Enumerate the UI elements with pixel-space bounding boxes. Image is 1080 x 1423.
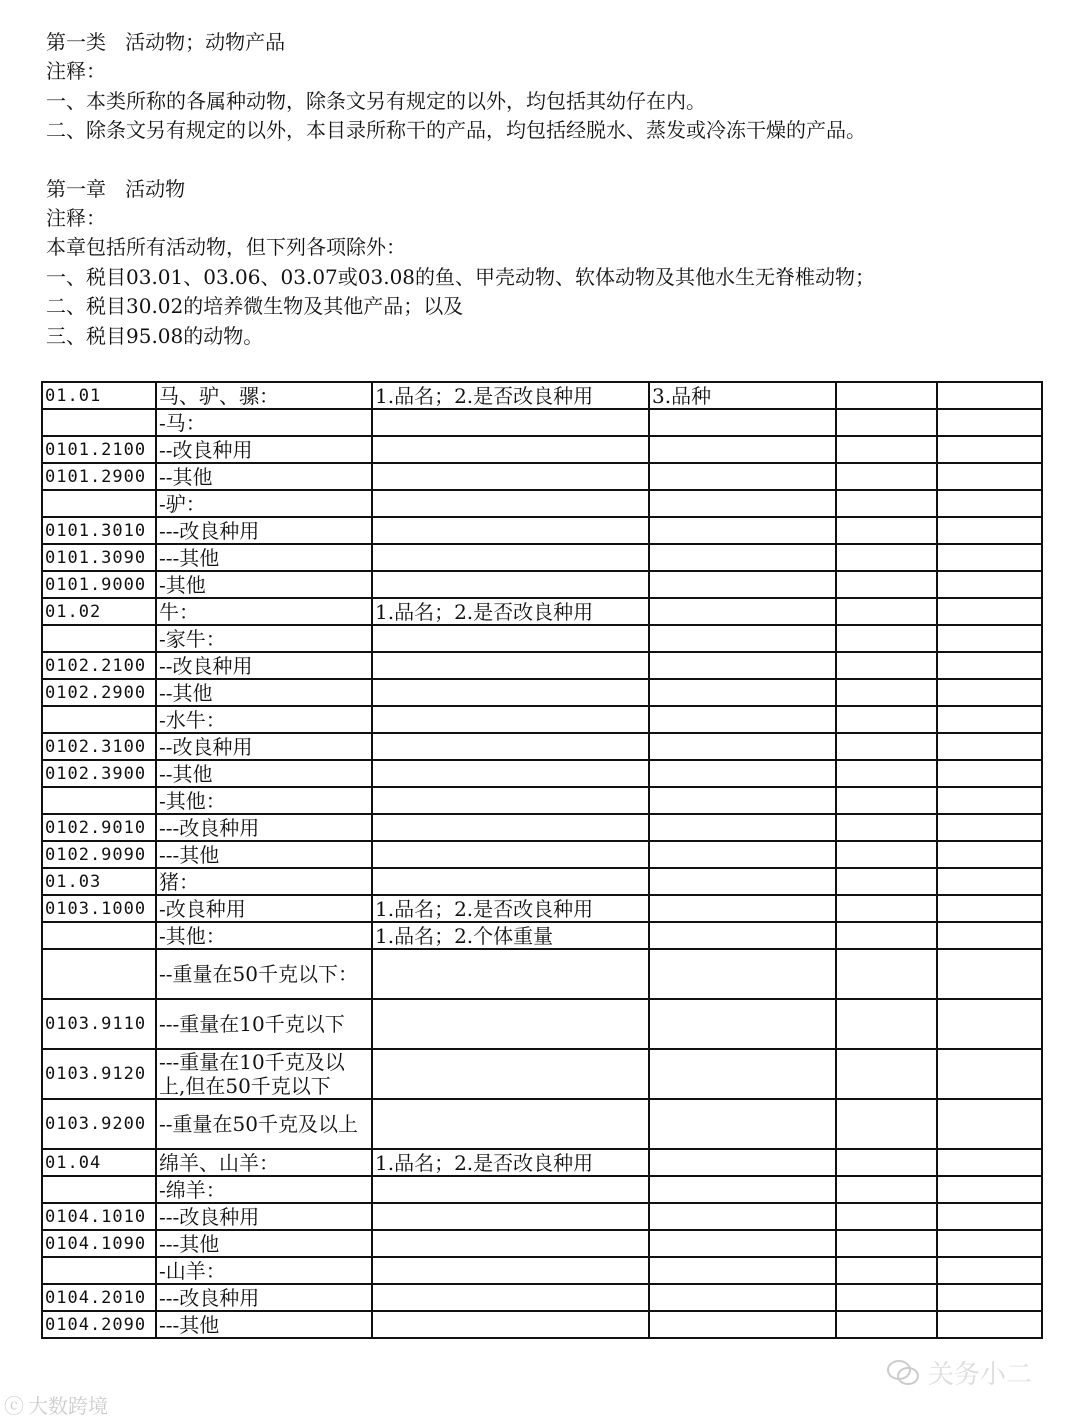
requirement-extra-cell [649,517,836,544]
description-cell: ---其他 [156,544,372,571]
code-cell [42,787,156,814]
requirement-cell [372,760,649,787]
notes-label: 注释： [46,206,106,231]
requirement-extra-cell [649,1099,836,1149]
empty-cell [836,895,937,922]
description-cell: ---改良种用 [156,1203,372,1230]
requirement-cell [372,463,649,490]
requirement-extra-cell [649,571,836,598]
empty-cell [937,1284,1042,1311]
table-row [42,1203,1042,1230]
watermark-right [886,1354,1032,1391]
requirement-extra-cell [649,1284,836,1311]
empty-cell [937,1176,1042,1203]
code-cell: 0102.9010 [42,814,156,841]
section-note-2: 二、除条文另有规定的以外，本目录所称干的产品，均包括经脱水、蒸发或冷冻干燥的产品。 [46,118,866,143]
requirement-cell [372,679,649,706]
watermark-left-text: 大数跨境 [28,1394,108,1418]
requirement-extra-cell [649,490,836,517]
requirement-cell: 1.品名；2.是否改良种用 [372,598,649,625]
empty-cell [836,679,937,706]
empty-cell [937,868,1042,895]
description-cell: -家牛： [156,625,372,652]
empty-cell [836,598,937,625]
empty-cell [836,1176,937,1203]
requirement-cell [372,625,649,652]
code-cell [42,1257,156,1284]
table-row [42,1149,1042,1176]
empty-cell [836,517,937,544]
empty-cell [937,841,1042,868]
table-row [42,706,1042,733]
empty-cell [836,814,937,841]
description-cell: -其他 [156,571,372,598]
description-cell: ---其他 [156,1311,372,1338]
empty-cell [937,571,1042,598]
requirement-cell [372,1203,649,1230]
requirement-extra-cell [649,598,836,625]
empty-cell [937,625,1042,652]
description-cell: -水牛： [156,706,372,733]
empty-cell [937,922,1042,949]
empty-cell [836,1099,937,1149]
code-cell: 0103.9110 [42,999,156,1049]
empty-cell [937,999,1042,1049]
table-row [42,999,1042,1049]
requirement-cell [372,1284,649,1311]
table-row [42,814,1042,841]
code-cell: 0102.2900 [42,679,156,706]
empty-cell [836,706,937,733]
description-cell: ---重量在10千克及以上,但在50千克以下 [156,1049,372,1099]
requirement-extra-cell [649,814,836,841]
description-cell: -山羊： [156,1257,372,1284]
empty-cell [937,1203,1042,1230]
requirement-cell: 1.品名；2.是否改良种用 [372,895,649,922]
requirement-extra-cell [649,652,836,679]
table-row [42,1311,1042,1338]
empty-cell [836,436,937,463]
empty-cell [836,1049,937,1099]
wechat-icon [886,1359,920,1387]
requirement-extra-cell [649,949,836,999]
code-cell: 0102.3100 [42,733,156,760]
requirement-extra-cell [649,436,836,463]
empty-cell [836,922,937,949]
requirement-extra-cell [649,895,836,922]
description-cell: 牛： [156,598,372,625]
empty-cell [836,382,937,409]
empty-cell [836,571,937,598]
requirement-cell: 1.品名；2.个体重量 [372,922,649,949]
requirement-cell [372,841,649,868]
requirement-extra-cell [649,868,836,895]
empty-cell [836,1230,937,1257]
requirement-cell [372,1230,649,1257]
requirement-extra-cell [649,841,836,868]
code-cell: 0104.2090 [42,1311,156,1338]
watermark-left [4,1390,108,1419]
requirement-extra-cell [649,922,836,949]
description-cell: --其他 [156,760,372,787]
requirement-cell: 1.品名；2.是否改良种用 [372,382,649,409]
empty-cell [836,841,937,868]
table-row [42,733,1042,760]
code-cell: 0104.1090 [42,1230,156,1257]
code-cell [42,625,156,652]
requirement-cell [372,436,649,463]
requirement-extra-cell [649,1203,836,1230]
table-row [42,1099,1042,1149]
empty-cell [836,949,937,999]
requirement-cell [372,1311,649,1338]
empty-cell [937,1049,1042,1099]
empty-cell [937,409,1042,436]
code-cell: 0101.3090 [42,544,156,571]
description-cell: 猪： [156,868,372,895]
requirement-cell [372,517,649,544]
requirement-extra-cell [649,760,836,787]
description-cell: --改良种用 [156,652,372,679]
description-cell: ---其他 [156,1230,372,1257]
code-cell: 01.04 [42,1149,156,1176]
table-row [42,382,1042,409]
weibo-logo-icon: ⓒ [4,1394,24,1418]
empty-cell [937,1311,1042,1338]
requirement-cell [372,787,649,814]
description-cell: ---改良种用 [156,1284,372,1311]
chapter-note-intro: 本章包括所有活动物，但下列各项除外： [46,235,406,260]
table-row [42,895,1042,922]
description-cell: --改良种用 [156,436,372,463]
code-cell [42,706,156,733]
requirement-extra-cell [649,1176,836,1203]
requirement-extra-cell [649,787,836,814]
requirement-extra-cell [649,999,836,1049]
code-cell: 0101.3010 [42,517,156,544]
exclusion-3: 三、税目95.08的动物。 [46,323,264,348]
table-row [42,760,1042,787]
table-row [42,490,1042,517]
table-row [42,598,1042,625]
empty-cell [937,652,1042,679]
empty-cell [937,895,1042,922]
table-row [42,1049,1042,1099]
description-cell: -马： [156,409,372,436]
notes-label: 注释： [46,59,106,84]
code-cell: 0101.2100 [42,436,156,463]
empty-cell [937,760,1042,787]
empty-cell [836,625,937,652]
empty-cell [937,1099,1042,1149]
empty-cell [937,490,1042,517]
requirement-cell [372,571,649,598]
requirement-cell [372,409,649,436]
code-cell [42,409,156,436]
requirement-extra-cell: 3.品种 [649,382,836,409]
code-cell [42,1176,156,1203]
empty-cell [836,490,937,517]
requirement-extra-cell [649,733,836,760]
requirement-cell [372,1176,649,1203]
requirement-extra-cell [649,1257,836,1284]
empty-cell [937,706,1042,733]
description-cell: -其他： [156,787,372,814]
section-note-1: 一、本类所称的各属种动物，除条文另有规定的以外，均包括其幼仔在内。 [46,88,706,113]
description-cell: --其他 [156,463,372,490]
table-row [42,922,1042,949]
empty-cell [937,1257,1042,1284]
empty-cell [836,1257,937,1284]
table-row [42,544,1042,571]
requirement-cell [372,733,649,760]
empty-cell [937,787,1042,814]
description-cell: ---重量在10千克以下 [156,999,372,1049]
empty-cell [836,652,937,679]
section-title: 第一类 活动物；动物产品 [46,30,286,54]
description-cell: -绵羊： [156,1176,372,1203]
code-cell [42,922,156,949]
empty-cell [937,949,1042,999]
description-cell: ---改良种用 [156,517,372,544]
empty-cell [836,409,937,436]
code-cell: 0102.3900 [42,760,156,787]
code-cell: 0103.9120 [42,1049,156,1099]
empty-cell [836,544,937,571]
requirement-cell [372,1049,649,1099]
empty-cell [937,733,1042,760]
table-row [42,949,1042,999]
empty-cell [836,463,937,490]
empty-cell [937,463,1042,490]
requirement-cell [372,814,649,841]
table-row [42,436,1042,463]
description-cell: -驴： [156,490,372,517]
empty-cell [937,598,1042,625]
code-cell: 01.01 [42,382,156,409]
empty-cell [937,436,1042,463]
document-intro [46,28,875,351]
requirement-cell [372,544,649,571]
empty-cell [937,679,1042,706]
requirement-cell [372,868,649,895]
requirement-extra-cell [649,1230,836,1257]
table-row [42,1284,1042,1311]
table-row [42,868,1042,895]
table-row [42,409,1042,436]
description-cell: --重量在50千克以下： [156,949,372,999]
requirement-extra-cell [649,463,836,490]
empty-cell [937,1230,1042,1257]
empty-cell [836,1284,937,1311]
description-cell: 马、驴、骡： [156,382,372,409]
table-row [42,679,1042,706]
empty-cell [937,517,1042,544]
requirement-extra-cell [649,409,836,436]
tariff-table [41,381,1043,1339]
table-row [42,463,1042,490]
requirement-extra-cell [649,625,836,652]
table-row [42,787,1042,814]
table-row [42,571,1042,598]
code-cell [42,949,156,999]
code-cell [42,490,156,517]
empty-cell [836,868,937,895]
description-cell: -改良种用 [156,895,372,922]
empty-cell [836,760,937,787]
requirement-extra-cell [649,1049,836,1099]
code-cell: 0104.1010 [42,1203,156,1230]
code-cell: 0103.9200 [42,1099,156,1149]
empty-cell [836,787,937,814]
empty-cell [836,1149,937,1176]
requirement-extra-cell [649,1149,836,1176]
requirement-cell [372,490,649,517]
table-row [42,625,1042,652]
requirement-cell [372,1257,649,1284]
requirement-extra-cell [649,544,836,571]
empty-cell [836,1203,937,1230]
code-cell: 0102.2100 [42,652,156,679]
exclusion-1: 一、税目03.01、03.06、03.07或03.08的鱼、甲壳动物、软体动物及其他水生无脊椎动物； [46,264,876,289]
code-cell: 01.02 [42,598,156,625]
empty-cell [937,1149,1042,1176]
exclusion-2: 二、税目30.02的培养微生物及其他产品；以及 [46,294,464,319]
code-cell: 0101.9000 [42,571,156,598]
empty-cell [937,814,1042,841]
empty-cell [836,733,937,760]
requirement-cell [372,999,649,1049]
code-cell: 0102.9090 [42,841,156,868]
description-cell: --其他 [156,679,372,706]
requirement-cell [372,652,649,679]
requirement-cell [372,949,649,999]
requirement-cell: 1.品名；2.是否改良种用 [372,1149,649,1176]
table-row [42,1230,1042,1257]
requirement-cell [372,706,649,733]
empty-cell [836,1311,937,1338]
table-row [42,1176,1042,1203]
watermark-right-text: 关务小二 [928,1360,1033,1390]
table-row [42,652,1042,679]
description-cell: -其他： [156,922,372,949]
description-cell: ---其他 [156,841,372,868]
table-row [42,1257,1042,1284]
requirement-cell [372,1099,649,1149]
description-cell: --重量在50千克及以上 [156,1099,372,1149]
requirement-extra-cell [649,1311,836,1338]
chapter-title: 第一章 活动物 [46,176,186,201]
requirement-extra-cell [649,706,836,733]
code-cell: 0103.1000 [42,895,156,922]
code-cell: 01.03 [42,868,156,895]
empty-cell [836,999,937,1049]
empty-cell [937,544,1042,571]
table-row [42,841,1042,868]
table-row [42,517,1042,544]
code-cell: 0101.2900 [42,463,156,490]
description-cell: --改良种用 [156,733,372,760]
description-cell: 绵羊、山羊： [156,1149,372,1176]
description-cell: ---改良种用 [156,814,372,841]
requirement-extra-cell [649,679,836,706]
code-cell: 0104.2010 [42,1284,156,1311]
empty-cell [937,382,1042,409]
